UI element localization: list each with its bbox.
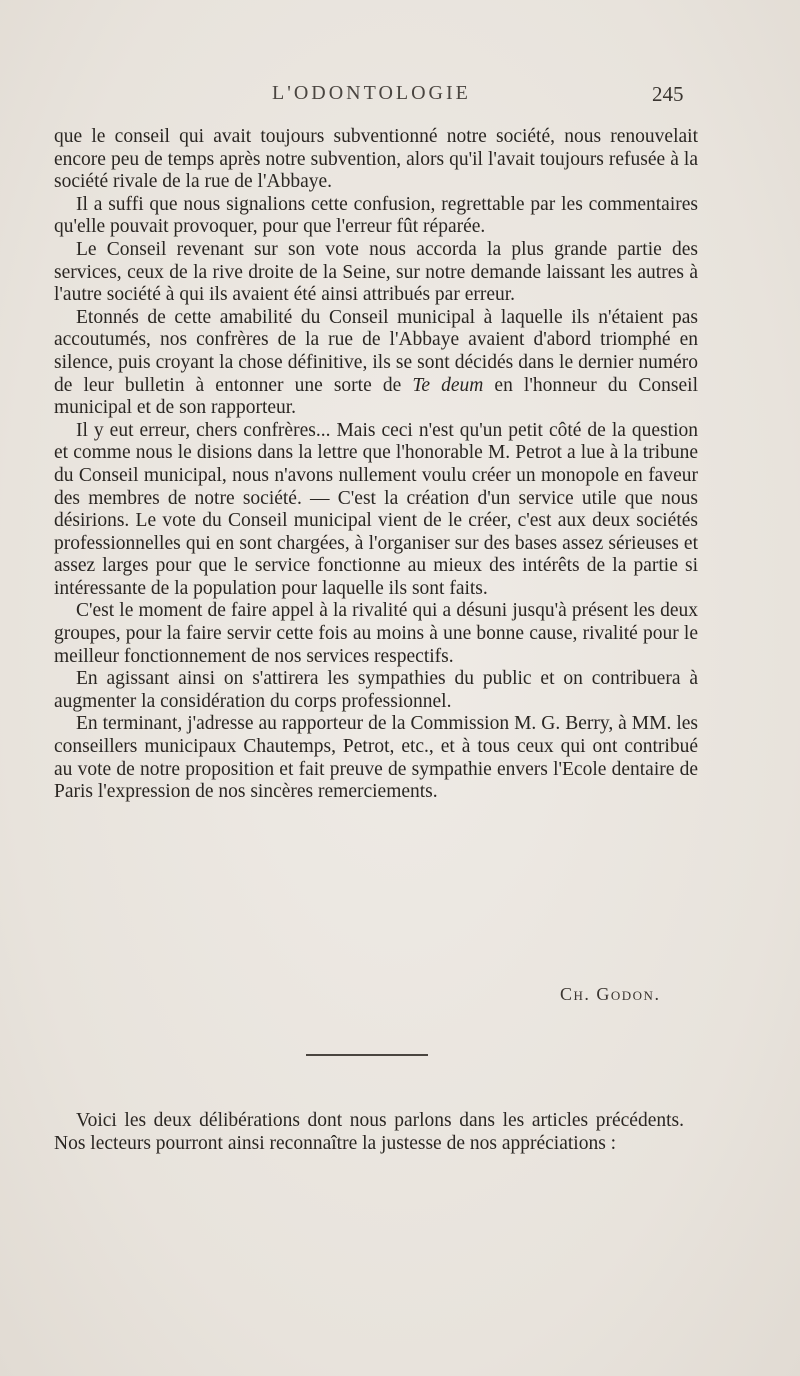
closing-section — [54, 1110, 684, 1155]
paragraph-5: Il y eut erreur, chers confrères... Mais ceci n'est qu'un petit côté de la question et comme nous le disions dans la lettre que l'honorable M. Petrot a lue à la tribune du Conseil municipal, nous n'avons nullement voulu créer un monopole en faveur des membres de notre société. — C'est la création d'un service utile que nous désirions. Le vote du Conseil municipal vient de le créer, c'est aux deux sociétés professionnelles qui en sont chargées, à l'organiser sur des bases assez sérieuses et assez larges pour que le service fonctionne au mieux des intérêts de la partie si intéressante de la population pour laquelle ils sont faits. — [54, 419, 698, 599]
paragraph-6: C'est le moment de faire appel à la rivalité qui a désuni jusqu'à présent les deux groupes, pour la faire servir cette fois au moins à une bonne cause, rivalité pour le meilleur fonctionnement de nos services respectifs. — [54, 600, 698, 667]
author-signature: Ch. Godon. — [560, 984, 661, 1004]
running-title: L'ODONTOLOGIE — [272, 82, 471, 104]
section-separator — [306, 1054, 428, 1056]
paragraph-7: En agissant ainsi on s'attirera les sympathies du public et on contribuera à augmenter la considération du corps professionnel. — [54, 668, 698, 712]
paragraph-3: Le Conseil revenant sur son vote nous accorda la plus grande partie des services, ceux de la rive droite de la Seine, sur notre demande laissant les autres à l'autre société à qui ils avaient été ainsi attribués par erreur. — [54, 238, 698, 306]
running-head — [0, 78, 800, 112]
paragraph-2: Il a suffi que nous signalions cette confusion, regrettable par les commentaires qu'elle pouvait provoquer, pour que l'erreur fût réparée. — [54, 193, 698, 238]
closing-paragraph: Voici les deux délibérations dont nous parlons dans les articles précédents. Nos lecteurs pourront ainsi reconnaître la justesse de nos appréciations : — [54, 1110, 684, 1154]
paragraph-4: Etonnés de cette amabilité du Conseil municipal à laquelle ils n'étaient pas accoutumés, nos confrères de la rue de l'Abbaye avaient d'abord triomphé en silence, puis croyant la chose définitive, ils se sont décidés dans le dernier numéro de leur bulletin à entonner une sorte de Te deum en l'honneur du Conseil municipal et de son rapporteur. — [54, 306, 698, 419]
paragraph-8: En terminant, j'adresse au rapporteur de la Commission M. G. Berry, à MM. les conseillers municipaux Chautemps, Petrot, etc., et à tous ceux qui ont contribué au vote de notre proposition et fait preuve de sympathie envers l'Ecole dentaire de Paris l'expression de nos sincères remerciements. — [54, 713, 698, 803]
article-body — [54, 126, 698, 804]
te-deum-italic: Te deum — [412, 374, 484, 396]
page-number: 245 — [652, 82, 684, 106]
paragraph-1: que le conseil qui avait toujours subventionné notre société, nous renouvelait encore peu de temps après notre subvention, alors qu'il l'avait toujours refusée à la société rivale de la rue de l'Abbaye. — [54, 126, 698, 193]
